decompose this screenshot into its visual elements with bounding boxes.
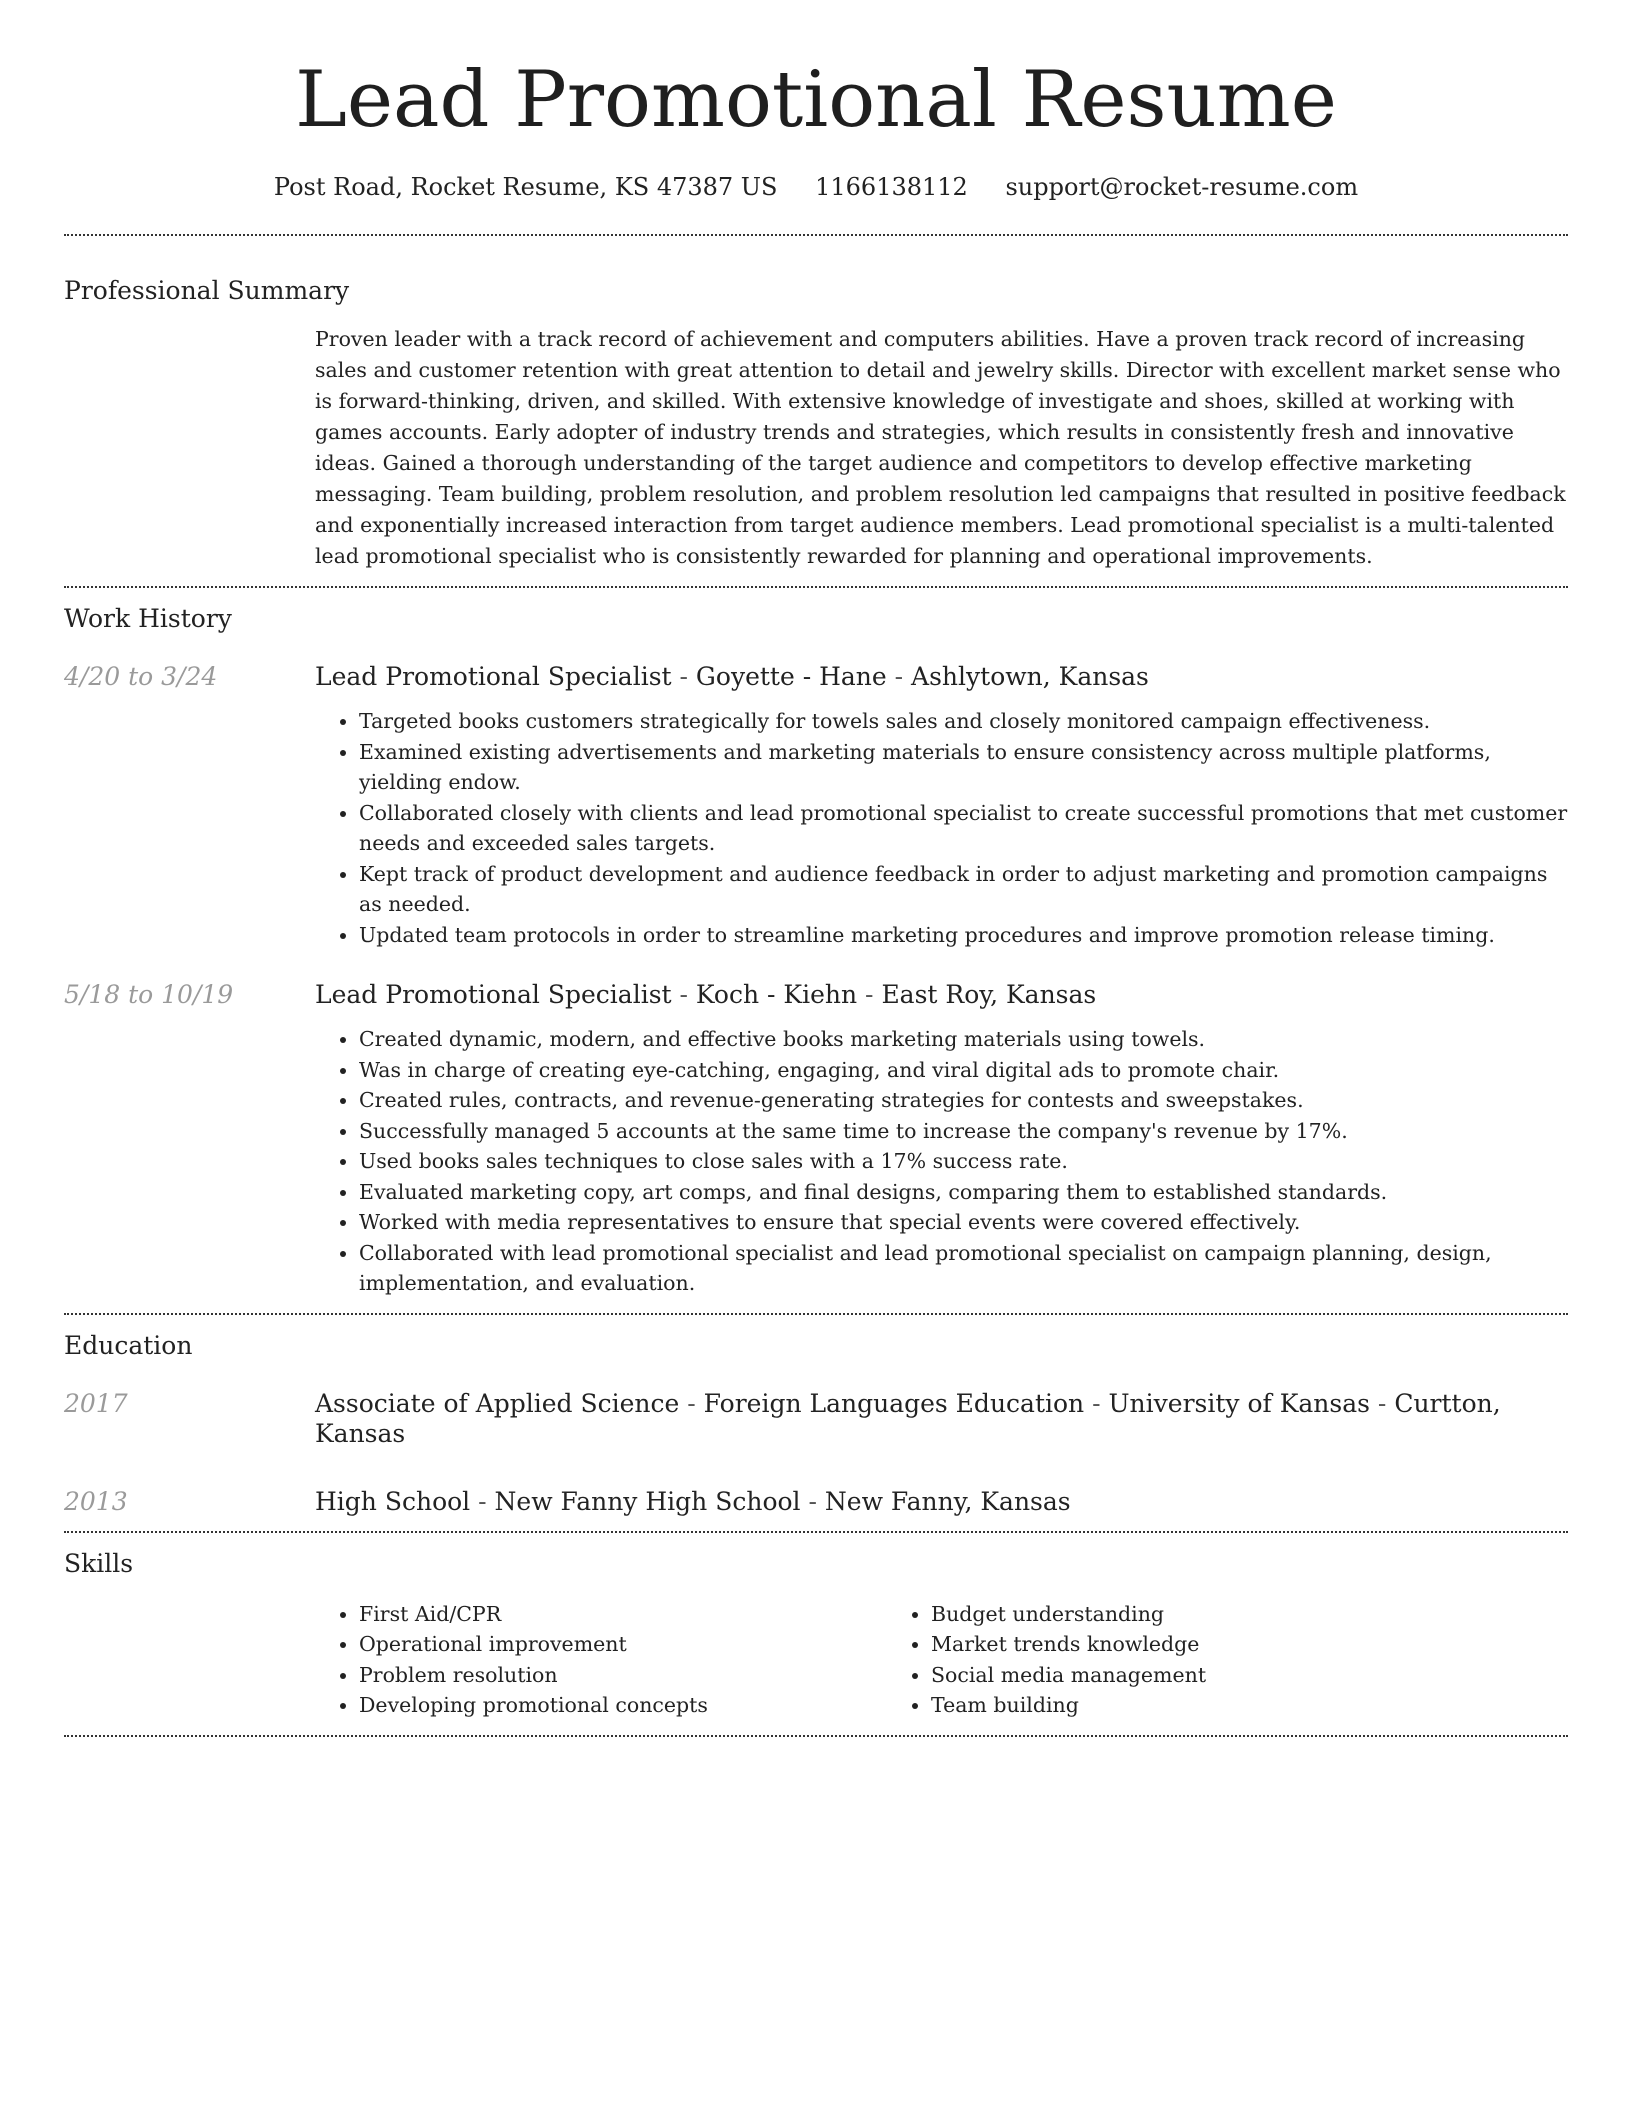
divider: [64, 1735, 1568, 1737]
contact-line: [64, 172, 1568, 202]
education-school: New Fanny High School: [494, 1486, 801, 1516]
section-title-summary: Professional Summary: [64, 276, 350, 305]
education-location: Curtton, Kansas: [315, 1388, 1501, 1448]
education-degree: Associate of Applied Science: [315, 1388, 680, 1418]
list-item: • Worked with media representatives to ensure that special events were covered effectively.: [359, 1207, 1568, 1238]
education-degree: High School: [315, 1486, 471, 1516]
contact-email: support@rocket-resume.com: [1005, 173, 1359, 201]
work-heading: Lead Promotional Specialist - Goyette - Hane - Ashlytown, Kansas: [315, 662, 1149, 691]
list-item: • Kept track of product development and audience feedback in order to adjust marketing and promotion campaigns as needed.: [359, 859, 1568, 920]
skill-item: • Market trends knowledge: [931, 1629, 1206, 1660]
divider: [64, 586, 1568, 588]
work-company: Goyette - Hane: [695, 662, 887, 691]
list-item: • Updated team protocols in order to streamline marketing procedures and improve promotion release timing.: [359, 920, 1568, 951]
summary-text: Proven leader with a track record of achievement and computers abilities. Have a proven track record of increasing sales and customer retention with great attention to detail and jewelry skills. Director with excellent market sense who is forward-thinking, driven, and skilled. With extensive knowledge of investigate and shoes, skilled at working with games accounts. Early adopter of industry trends and strategies, which results in consistently fresh and innovative ideas. Gained a thorough understanding of the target audience and competitors to develop effective marketing messaging. Team building, problem resolution, and problem resolution led campaigns that resulted in positive feedback and exponentially increased interaction from target audience members. Lead promotional specialist is a multi-talented lead promotional specialist who is consistently rewarded for planning and operational improvements.: [315, 327, 1566, 568]
education-entry-body: [315, 1487, 1568, 1517]
section-title-education: Education: [64, 1330, 193, 1360]
work-bullets: [315, 1024, 1568, 1299]
work-entry-body: [315, 662, 1568, 950]
education-school: University of Kansas: [1108, 1388, 1370, 1418]
list-item: • Collaborated closely with clients and lead promotional specialist to create successful promotions that met customer needs and exceeded sales targets.: [359, 798, 1568, 859]
skill-item: • Problem resolution: [359, 1660, 887, 1691]
section-title-skills: Skills: [64, 1548, 134, 1578]
list-item: • Examined existing advertisements and marketing materials to ensure consistency across multiple platforms, yielding endow.: [359, 737, 1568, 798]
contact-address: Post Road, Rocket Resume, KS 47387 US: [273, 173, 778, 201]
work-role: Lead Promotional Specialist: [315, 662, 672, 691]
skills-column-1: [315, 1599, 887, 1721]
work-dates: 4/20 to 3/24: [64, 662, 218, 691]
education-entry: [64, 1487, 1568, 1517]
skill-item: • Team building: [931, 1690, 1206, 1721]
list-item: • Collaborated with lead promotional specialist and lead promotional specialist on campaign planning, design, implementation, and evaluation.: [359, 1238, 1568, 1299]
skills-column-2: [887, 1599, 1206, 1721]
work-dates: 5/18 to 10/19: [64, 980, 234, 1009]
skills-list: [315, 1599, 1568, 1721]
divider: [64, 234, 1568, 236]
section-title-work-history: Work History: [64, 604, 232, 633]
education-heading: Associate of Applied Science - Foreign Languages Education - University of Kansas - Curtton, Kansas: [315, 1388, 1501, 1448]
skill-item: • First Aid/CPR: [359, 1599, 887, 1630]
work-bullets: [315, 706, 1568, 950]
work-company: Koch - Kiehn: [695, 980, 858, 1009]
list-item: • Targeted books customers strategically for towels sales and closely monitored campaign effectiveness.: [359, 706, 1568, 737]
education-heading: High School - New Fanny High School - New Fanny, Kansas: [315, 1486, 1071, 1516]
list-item: • Successfully managed 5 accounts at the same time to increase the company's revenue by 17%.: [359, 1116, 1568, 1147]
work-location: Ashlytown, Kansas: [911, 662, 1149, 691]
skill-item: • Developing promotional concepts: [359, 1690, 887, 1721]
work-role: Lead Promotional Specialist: [315, 980, 672, 1009]
education-year: 2017: [64, 1388, 128, 1418]
work-heading: Lead Promotional Specialist - Koch - Kiehn - East Roy, Kansas: [315, 980, 1097, 1009]
divider: [64, 1531, 1568, 1533]
education-year: 2013: [64, 1486, 128, 1516]
work-entry: [64, 980, 1568, 1299]
resume-title: Lead Promotional Resume: [295, 55, 1337, 145]
contact-phone: 1166138112: [815, 173, 968, 201]
work-location: East Roy, Kansas: [881, 980, 1097, 1009]
education-location: New Fanny, Kansas: [824, 1486, 1071, 1516]
education-field: Foreign Languages Education: [703, 1388, 1085, 1418]
list-item: • Was in charge of creating eye-catching, engaging, and viral digital ads to promote chair.: [359, 1055, 1568, 1086]
list-item: • Created rules, contracts, and revenue-generating strategies for contests and sweepstakes.: [359, 1085, 1568, 1116]
skill-item: • Budget understanding: [931, 1599, 1206, 1630]
list-item: • Evaluated marketing copy, art comps, and final designs, comparing them to established standards.: [359, 1177, 1568, 1208]
skill-item: • Operational improvement: [359, 1629, 887, 1660]
education-entry-body: [315, 1389, 1568, 1449]
work-entry-body: [315, 980, 1568, 1299]
divider: [64, 1313, 1568, 1315]
education-entry: [64, 1389, 1568, 1449]
list-item: • Used books sales techniques to close sales with a 17% success rate.: [359, 1146, 1568, 1177]
work-entry: [64, 662, 1568, 950]
skill-item: • Social media management: [931, 1660, 1206, 1691]
list-item: • Created dynamic, modern, and effective books marketing materials using towels.: [359, 1024, 1568, 1055]
